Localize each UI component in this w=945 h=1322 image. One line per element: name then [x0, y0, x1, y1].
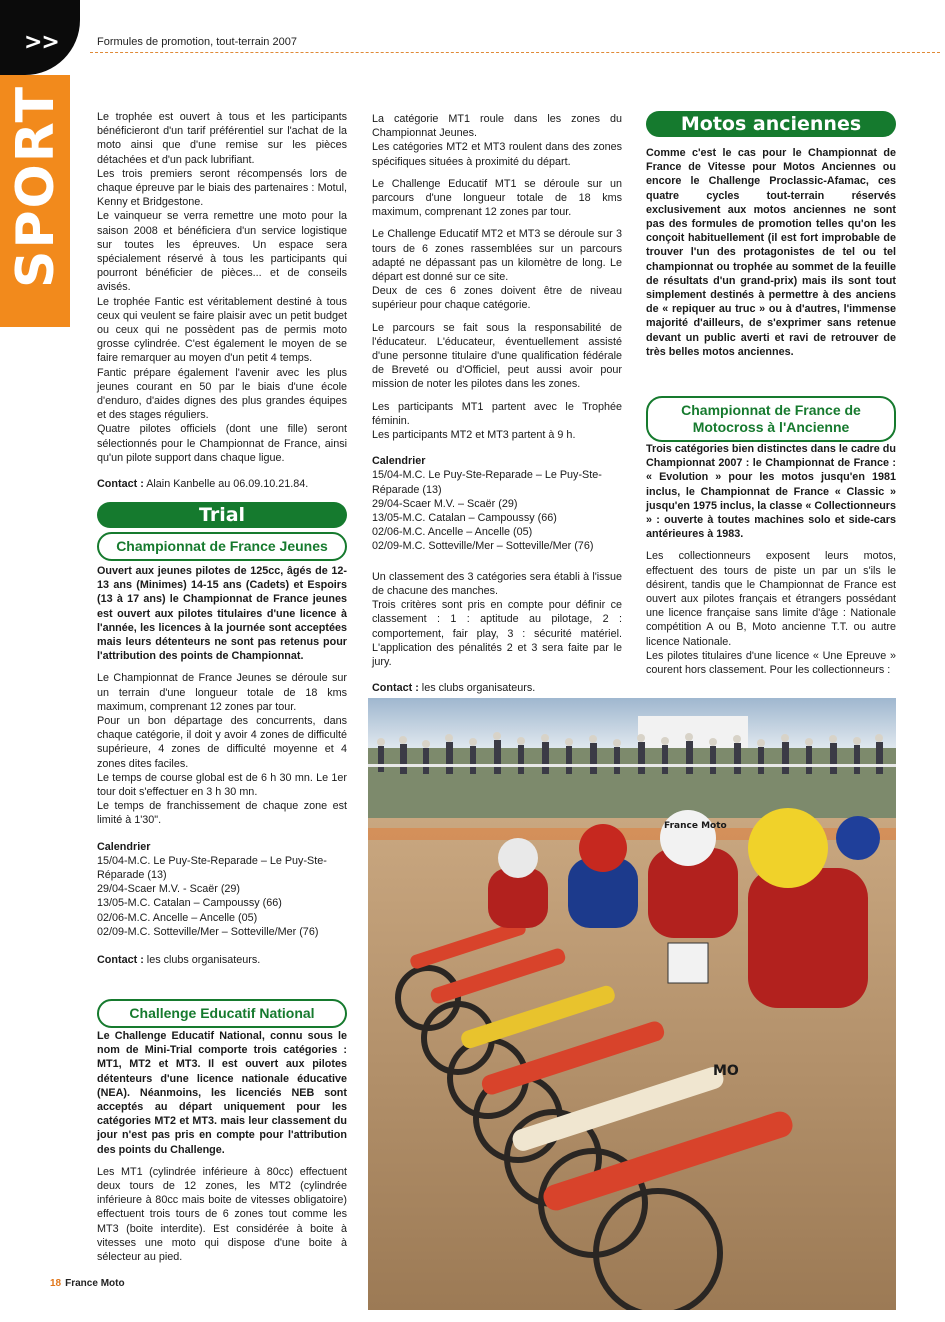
- contact-value: les clubs organisateurs.: [143, 954, 261, 967]
- paragraph: Les trois premiers seront récompensés lors de chaque épreuve par le biais des partenaires : Motul, Kenny et Bridgestone.: [97, 167, 347, 209]
- corner-tab: [0, 0, 80, 75]
- paragraph: La catégorie MT1 roule dans les zones du Championnat Jeunes.: [372, 113, 622, 140]
- paragraph: Le trophée Fantic est véritablement destiné à tous ceux qui veulent se faire plaisir avec un petit budget ou ceux qui ne possèdent pas de permis moto grosse cylindrée. C'est également le moyen de se faire remarquer au moyen d'un petit 4 temps.: [97, 295, 347, 365]
- magazine-name: France Moto: [65, 1278, 125, 1289]
- paragraph: Pour un bon départage des concurrents, dans chaque catégorie, il doit y avoir 4 zones de difficulté supérieure, 4 zones de difficulté moyenne et 4 zones dites faciles.: [97, 715, 347, 770]
- paragraph: Quatre pilotes officiels (dont une fille) seront sélectionnés pour le Championnat de France, ainsi qu'un pilote support dans chaque ligue.: [97, 423, 347, 464]
- trial-body: [97, 564, 347, 975]
- calendar-list: [97, 854, 347, 939]
- anciennes-intro: Comme c'est le cas pour le Championnat de France de Vitesse pour Motos Anciennes ou encore le Challenge Proclassic-Afamac, ces quatre cycles tout-terrain réservés exclusivement aux motos anciennes ne sont pas des formules de promotion telles qu'on les conçoit habituellement (il est fort improbable de trouver l'un des protagonistes de tel ou tel championnat ou trophée au sommet de la feuille de résultats d'un grand-prix) mais ils sont tout simplement destinés à permettre à des anciens de « repiquer au truc » ou à d'autres, l'immense majorité d'ailleurs, de s'exprimer sans retenue devant un public averti et ravi de retrouver de très belles motos anciennes.: [646, 147, 896, 358]
- page-footer: [50, 1278, 125, 1289]
- page-number: 18: [50, 1278, 62, 1289]
- photo-banner-text: France Moto: [664, 821, 727, 831]
- subsection-pill-challenge: Challenge Educatif National: [97, 999, 347, 1028]
- calendar-entry: 02/09-M.C. Sotteville/Mer – Sotteville/Mer (76): [372, 540, 594, 553]
- paragraph: Les participants MT1 partent avec le Trophée féminin.: [372, 400, 622, 427]
- calendar-entry: 29/04-Scaer M.V. – Scaër (29): [372, 497, 518, 510]
- paragraph: Les collectionneurs exposent leurs motos, effectuent des tours de piste un par un s'ils le désirent, tandis que le Championnat de France est ouvert aux pilotes français et étrangers possédant une licence française sans limite d'âge : Nationale compétition A ou B, Moto ancienne T.T. ou autre licence Nationale.: [646, 550, 896, 648]
- paragraph: Deux de ces 6 zones doivent être de niveau supérieur pour chaque catégorie.: [372, 285, 622, 312]
- paragraph: Un classement des 3 catégories sera établi à l'issue de chacune des manches.: [372, 570, 622, 597]
- column-middle: [372, 112, 622, 703]
- trial-intro: Ouvert aux jeunes pilotes de 125cc, âgés de 12-13 ans (Minimes) 14-15 ans (Cadets) et Espoirs (13 à 17 ans) le Championnat de France jeunes est ouvert aux pilotes titulaires d'une licence à l'année, les licences à la journée sont acceptées mais leurs détenteurs ne sont pas retenus pour l'attribution des points de Championnat.: [97, 565, 347, 663]
- column-right: [646, 146, 896, 367]
- column-left: [97, 110, 347, 499]
- paragraph: Le temps de franchissement de chaque zone est limité à 1'30".: [97, 800, 347, 827]
- calendar-entry: 15/04-M.C. Le Puy-Ste-Reparade – Le Puy-Ste-Réparade (13): [372, 469, 602, 496]
- motocross-body: [646, 442, 896, 685]
- paragraph: Le vainqueur se verra remettre une moto pour la saison 2008 et bénéficiera d'un service logistique sur toutes les épreuves. Un espace sera spécialement réservé à tous les participants qui pourront bénéficier de pièces... et de conseils avisés.: [97, 210, 347, 294]
- calendar-entry: 15/04-M.C. Le Puy-Ste-Reparade – Le Puy-Ste-Réparade (13): [97, 854, 327, 882]
- paragraph: Trois critères sont pris en compte pour définir ce classement : 1 : aptitude au pilotage, 2 : comportement, fair play, 3 : sécurité matériel. L'application des pénalités 2 et 3 sera faite par le jury.: [372, 599, 622, 668]
- paragraph: Les participants MT2 et MT3 partent à 9 h.: [372, 429, 576, 442]
- contact-label: Contact :: [372, 682, 419, 695]
- paragraph: Le parcours se fait sous la responsabilité de l'éducateur. L'éducateur, éventuellement assisté d'une personne titulaire d'une qualification fédérale de Breveté ou d'Officiel, peut aussi avoir pour mission de noter les pilotes dans les zones.: [372, 321, 622, 391]
- section-bar-trial: Trial: [97, 502, 347, 528]
- calendar-entry: 02/06-M.C. Ancelle – Ancelle (05): [372, 526, 533, 539]
- challenge-intro: Le Challenge Educatif National, connu sous le nom de Mini-Trial comporte trois catégories : MT1, MT2 et MT3. Il est ouvert aux pilotes détenteurs d'une licence nationale éducative (NEA). Néanmoins, les licenciés NEB sont acceptés au départ uniquement pour les catégories MT2 et MT3. mais leur classement du jour n'est pas pris en compte pour l'attribution des points du Challenge.: [97, 1030, 347, 1156]
- contact-label: Contact :: [97, 478, 144, 491]
- motocross-photo-illustration: [368, 698, 896, 1310]
- calendar-entry: 02/06-M.C. Ancelle – Ancelle (05): [97, 911, 258, 924]
- calendar-entry: 13/05-M.C. Catalan – Campoussy (66): [97, 897, 282, 910]
- calendar-entry: 02/09-M.C. Sotteville/Mer – Sotteville/Mer (76): [97, 925, 319, 938]
- paragraph: Les pilotes titulaires d'une licence « Une Epreuve » courent hors classement. Pour les collectionneurs :: [646, 649, 896, 677]
- motocross-intro: Trois catégories bien distinctes dans le cadre du Championnat 2007 : le Championnat de France : « Evolution » pour les motos jusqu'en 1981 inclus, le Championnat de France « Classic » jusqu'en 1975 inclus, la classe « Collectionneurs » : ouverte à toutes machines solo et side-cars antérieures à 1983.: [646, 443, 896, 541]
- contact-value: Alain Kanbelle au 06.09.10.21.84.: [143, 478, 309, 491]
- contact-value: les clubs organisateurs.: [418, 682, 536, 695]
- paragraph: Les MT1 (cylindrée inférieure à 80cc) effectuent deux tours de 12 zones, les MT2 (cylindrée inférieure à 80cc mais boite de vitesses obligatoire) effectuent trois tours de 6 zones tout comme les MT3 (boite interdite). Est considérée à boite à vitesses une moto qui dispose d'une boite à sélecteur au pied.: [97, 1165, 347, 1264]
- contact-line: [97, 953, 347, 967]
- calendar-title: Calendrier: [97, 840, 151, 853]
- header-divider: [90, 52, 940, 53]
- calendar-block: [97, 840, 347, 939]
- paragraph: Les catégories MT2 et MT3 roulent dans des zones spécifiques situées à proximité du départ.: [372, 141, 622, 168]
- calendar-entry: 29/04-Scaer M.V. - Scaër (29): [97, 883, 241, 896]
- paragraph: Le Challenge Educatif MT1 se déroule sur un parcours d'une longueur totale de 18 kms maximum, comprenant 12 zones par tour.: [372, 177, 622, 219]
- photo-plate-text: MO: [713, 1063, 739, 1079]
- subsection-pill-championnat-jeunes: Championnat de France Jeunes: [97, 532, 347, 561]
- contact-line: [372, 681, 622, 695]
- motocross-start-photo: [368, 698, 896, 1310]
- challenge-body: [97, 1029, 347, 1272]
- calendar-title: Calendrier: [372, 455, 426, 468]
- section-bar-motos-anciennes: Motos anciennes: [646, 111, 896, 137]
- section-label: SPORT: [6, 85, 66, 288]
- subsection-pill-motocross-ancienne: Championnat de France de Motocross à l'Ancienne: [646, 396, 896, 442]
- paragraph: Le Championnat de France Jeunes se déroule sur un terrain d'une longueur totale de 18 kms maximum, comprenant 12 zones par tour.: [97, 672, 347, 713]
- calendar-block: [372, 454, 622, 553]
- contact-line: [97, 477, 347, 491]
- double-chevron-icon: >>: [24, 30, 59, 55]
- paragraph: Le temps de course global est de 6 h 30 mn. Le 1er tour doit s'effectuer en 3 h 30 mn.: [97, 771, 347, 799]
- paragraph: Le Challenge Educatif MT2 et MT3 se déroule sur 3 tours de 6 zones rassemblées sur un parcours adapté ne dépassant pas un kilomètre de long. Le départ est donné sur ce site.: [372, 228, 622, 284]
- calendar-entry: 13/05-M.C. Catalan – Campoussy (66): [372, 512, 557, 525]
- contact-label: Contact :: [97, 954, 144, 967]
- paragraph: Le trophée est ouvert à tous et les participants bénéficieront d'un tarif préférentiel sur l'achat de la moto ainsi que d'une remise sur les pièces détachées et d'un pack lubrifiant.: [97, 111, 347, 166]
- paragraph: Fantic prépare également l'avenir avec les plus jeunes courant en 50 par le biais d'une école d'enduro, d'aides dignes des plus grandes équipes et des stages réguliers.: [97, 366, 347, 422]
- page-running-title: Formules de promotion, tout-terrain 2007: [97, 36, 297, 48]
- calendar-list: [372, 468, 622, 553]
